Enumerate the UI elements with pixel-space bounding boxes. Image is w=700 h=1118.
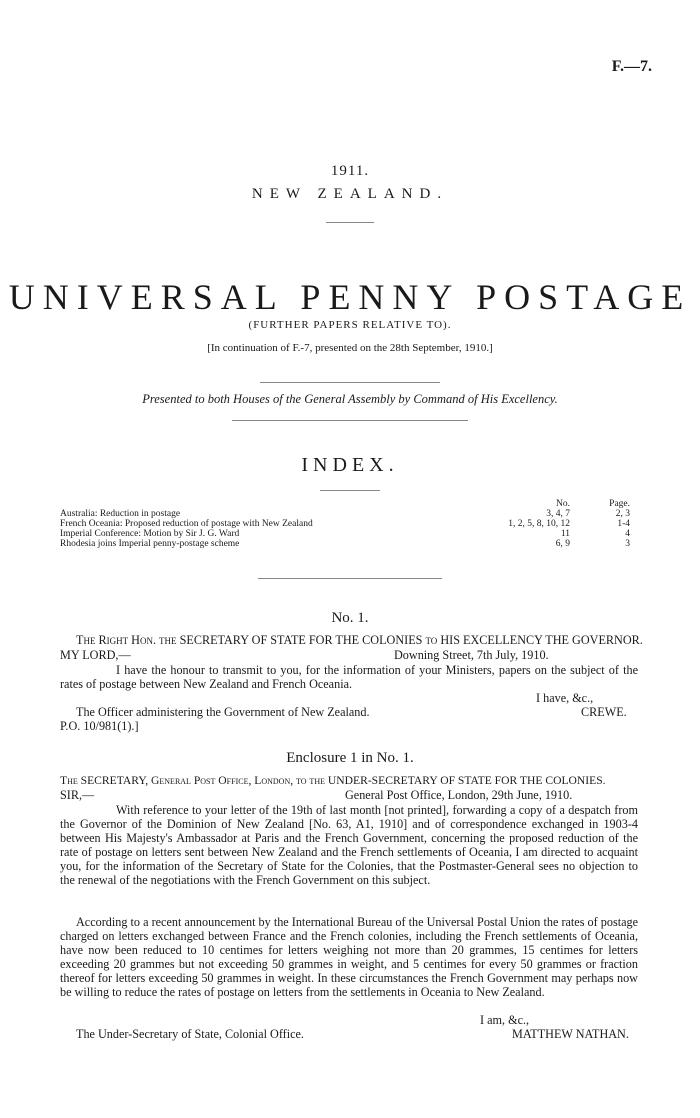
index-row-label: Imperial Conference: Motion by Sir J. G. Ward	[60, 529, 240, 539]
index-row-no: 6, 9	[555, 539, 570, 549]
letter-no1-addressee: The Officer administering the Government of New Zealand.	[76, 705, 370, 719]
letter-no1-salutation: MY LORD,—	[60, 648, 131, 662]
document-year: 1911.	[330, 163, 370, 179]
enclosure-heading: Enclosure 1 in No. 1.	[286, 750, 414, 766]
index-row-label: Australia: Reduction in postage	[60, 509, 181, 519]
divider	[258, 578, 442, 579]
index-row-no: 1, 2, 5, 8, 10, 12	[508, 519, 570, 529]
index-col-page: Page.	[609, 499, 630, 509]
letter-no1-from: The Right Hon. the SECRETARY OF STATE FOR THE COLONIES to HIS EXCELLENCY THE GOVERNOR.	[76, 633, 643, 647]
country-heading: NEW ZEALAND.	[251, 186, 449, 202]
letter-no1-address: Downing Street, 7th July, 1910.	[394, 648, 549, 662]
letter-no1-reference: P.O. 10/981(1).]	[60, 719, 139, 733]
index-row-page: 4	[625, 529, 630, 539]
page-reference: F.—7.	[611, 58, 652, 75]
index-row-label: Rhodesia joins Imperial penny-postage scheme	[60, 539, 240, 549]
letter-no1-body: I have the honour to transmit to you, for the information of your Ministers, papers on the subject of the rates of postage between New Zealand and French Oceania.	[60, 663, 638, 691]
enclosure-signature: MATTHEW NATHAN.	[512, 1027, 629, 1041]
letter-no1-heading: No. 1.	[331, 610, 369, 626]
index-row-page: 2, 3	[615, 509, 630, 519]
divider	[260, 382, 440, 383]
document-subtitle: (FURTHER PAPERS RELATIVE TO).	[248, 319, 452, 331]
index-heading: INDEX.	[301, 454, 399, 476]
letter-no1-closing: I have, &c.,	[536, 691, 594, 705]
index-row-no: 3, 4, 7	[546, 509, 570, 519]
enclosure-address: General Post Office, London, 29th June, 1910.	[345, 788, 573, 802]
divider	[232, 420, 468, 421]
index-col-no: No.	[556, 499, 570, 509]
letter-no1-signature: CREWE.	[581, 705, 627, 719]
enclosure-paragraph-2: According to a recent announcement by the International Bureau of the Universal Postal Union the rates of postage charged on letters exchanged between France and the French colonies, including the French settlements of Oceania, have now been reduced to 10 centimes for letters weighing not more than 20 grammes, 15 centimes for letters exceeding 20 grammes but not exceeding 50 grammes in weight, and 5 centimes for every 50 grammes or fraction thereof for letters exceeding 50 grammes in weight. In these circumstances the French Government may perhaps now be willing to reduce the rates of postage on letters from the settlements in Oceania to New Zealand.	[60, 915, 638, 999]
continuation-note: [In continuation of F.-7, presented on the 28th September, 1910.]	[207, 342, 493, 354]
divider	[320, 490, 380, 491]
index-row-page: 1-4	[617, 519, 630, 529]
divider	[326, 222, 374, 223]
index-row-no: 11	[560, 529, 570, 539]
enclosure-from: The SECRETARY, General Post Office, London, to the UNDER-SECRETARY OF STATE FOR THE COLONIES.	[60, 774, 606, 787]
index-row-page: 3	[625, 539, 630, 549]
enclosure-paragraph-1: With reference to your letter of the 19th of last month [not printed], forwarding a copy of a despatch from the Governor of the Dominion of New Zealand [No. 63, A1, 1910] and of correspondence exchanged in 1903-4 between His Majesty's Ambassador at Paris and the French Government, concerning the proposed reduction of the rate of postage on letters sent between New Zealand and the French settlements of Oceania, I am directed to acquaint you, for the information of the Secretary of State for the Colonies, that the Postmaster-General sees no objection to the renewal of the negotiations with the French Government on this subject.	[60, 803, 638, 887]
enclosure-closing: I am, &c.,	[480, 1013, 530, 1027]
presented-line: Presented to both Houses of the General Assembly by Command of His Excellency.	[142, 392, 558, 406]
enclosure-salutation: SIR,—	[60, 788, 95, 802]
document-title: UNIVERSAL PENNY POSTAGE	[8, 277, 692, 317]
enclosure-addressee: The Under-Secretary of State, Colonial Office.	[76, 1027, 304, 1041]
index-row-label: French Oceania: Proposed reduction of postage with New Zealand	[60, 519, 313, 529]
